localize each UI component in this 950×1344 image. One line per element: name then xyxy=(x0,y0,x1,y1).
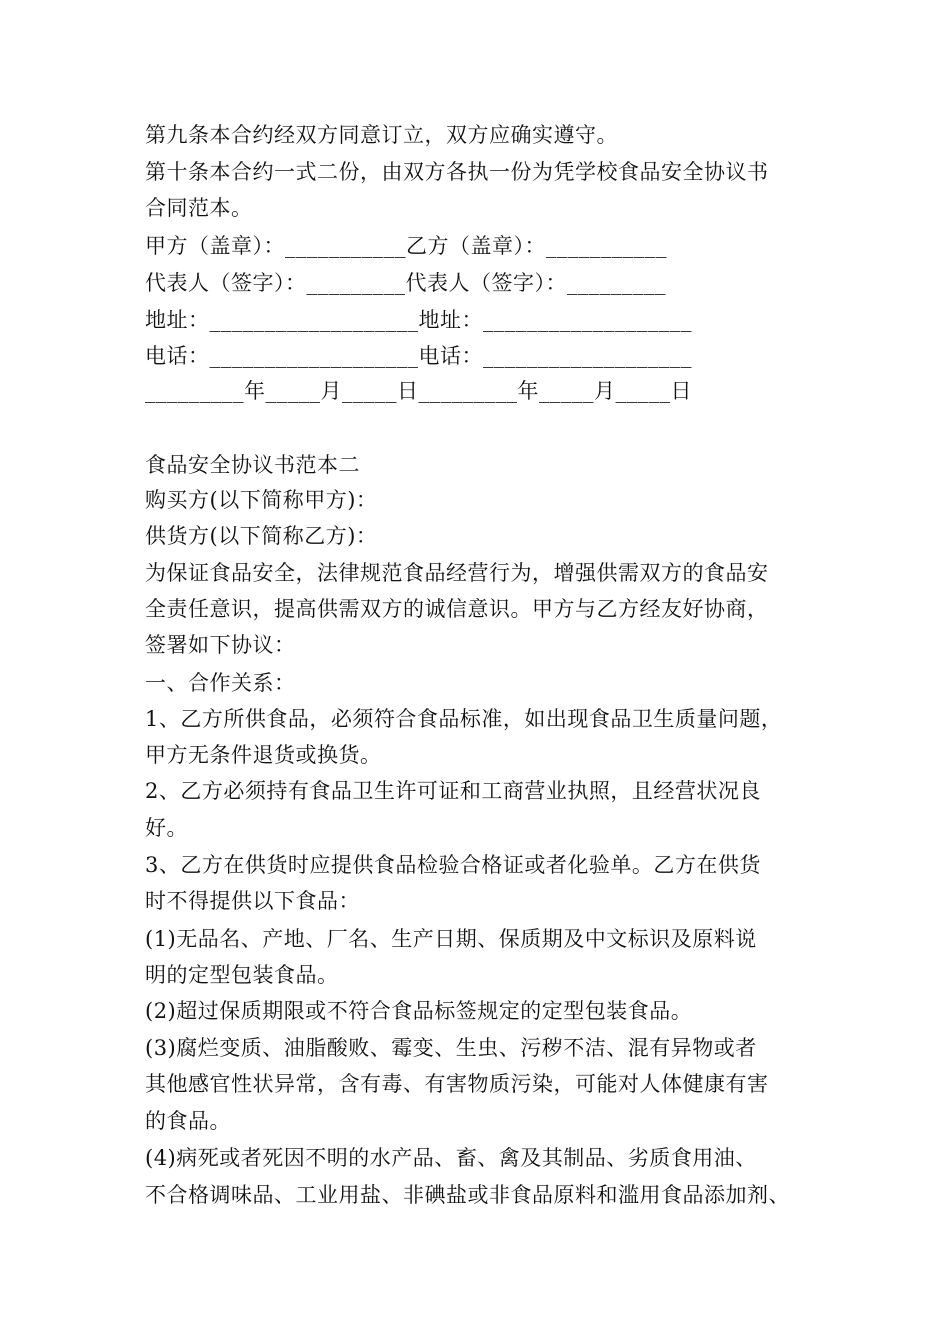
text-line: 2、乙方必须持有食品卫生许可证和工商营业执照，且经营状况良 xyxy=(145,779,761,803)
text-line: 购买方(以下简称甲方)： xyxy=(145,488,378,512)
text-line: 一、合作关系： xyxy=(145,671,296,695)
text-line: 明的定型包装食品。 xyxy=(145,963,339,987)
text-line: 不合格调味品、工业用盐、非碘盐或非食品原料和滥用食品添加剂、 xyxy=(145,1183,790,1207)
text-line: (3)腐烂变质、油脂酸败、霉变、生虫、污秽不洁、混有异物或者 xyxy=(145,1036,757,1060)
text-line: 合同范本。 xyxy=(145,196,253,220)
text-line: 地址：___________________地址：___________________ xyxy=(145,308,692,332)
text-line: 1、乙方所供食品，必须符合食品标准，如出现食品卫生质量问题， xyxy=(145,707,783,731)
text-line: (4)病死或者死因不明的水产品、畜、禽及其制品、劣质食用油、 xyxy=(145,1146,757,1170)
text-line: 甲方（盖章）：___________乙方（盖章）：___________ xyxy=(145,234,667,258)
text-line: (1)无品名、产地、厂名、生产日期、保质期及中文标识及原料说 xyxy=(145,927,757,951)
text-line: (2)超过保质期限或不符合食品标签规定的定型包装食品。 xyxy=(145,999,693,1023)
text-line: 3、乙方在供货时应提供食品检验合格证或者化验单。乙方在供货 xyxy=(145,853,761,877)
text-line: 甲方无条件退货或换货。 xyxy=(145,743,382,767)
text-line: _________年_____月_____日_________年_____月_____日 xyxy=(145,379,692,403)
text-line: 全责任意识，提高供需双方的诚信意识。甲方与乙方经友好协商， xyxy=(145,597,769,621)
text-line: 的食品。 xyxy=(145,1109,231,1133)
text-line: 好。 xyxy=(145,816,188,840)
text-line: 签署如下协议： xyxy=(145,633,296,657)
text-line: 第十条本合约一式二份，由双方各执一份为凭学校食品安全协议书 xyxy=(145,160,769,184)
text-line: 第九条本合约经双方同意订立，双方应确实遵守。 xyxy=(145,123,618,147)
text-line: 电话：___________________电话：___________________ xyxy=(145,344,692,368)
text-line: 为保证食品安全，法律规范食品经营行为，增强供需双方的食品安 xyxy=(145,561,769,585)
text-line: 时不得提供以下食品： xyxy=(145,889,360,913)
text-line: 代表人（签字）：_________代表人（签字）：_________ xyxy=(145,271,666,295)
section-title: 食品安全协议书范本二 xyxy=(145,453,360,477)
text-line: 其他感官性状异常，含有毒、有害物质污染，可能对人体健康有害 xyxy=(145,1072,769,1096)
text-line: 供货方(以下简称乙方)： xyxy=(145,524,378,548)
